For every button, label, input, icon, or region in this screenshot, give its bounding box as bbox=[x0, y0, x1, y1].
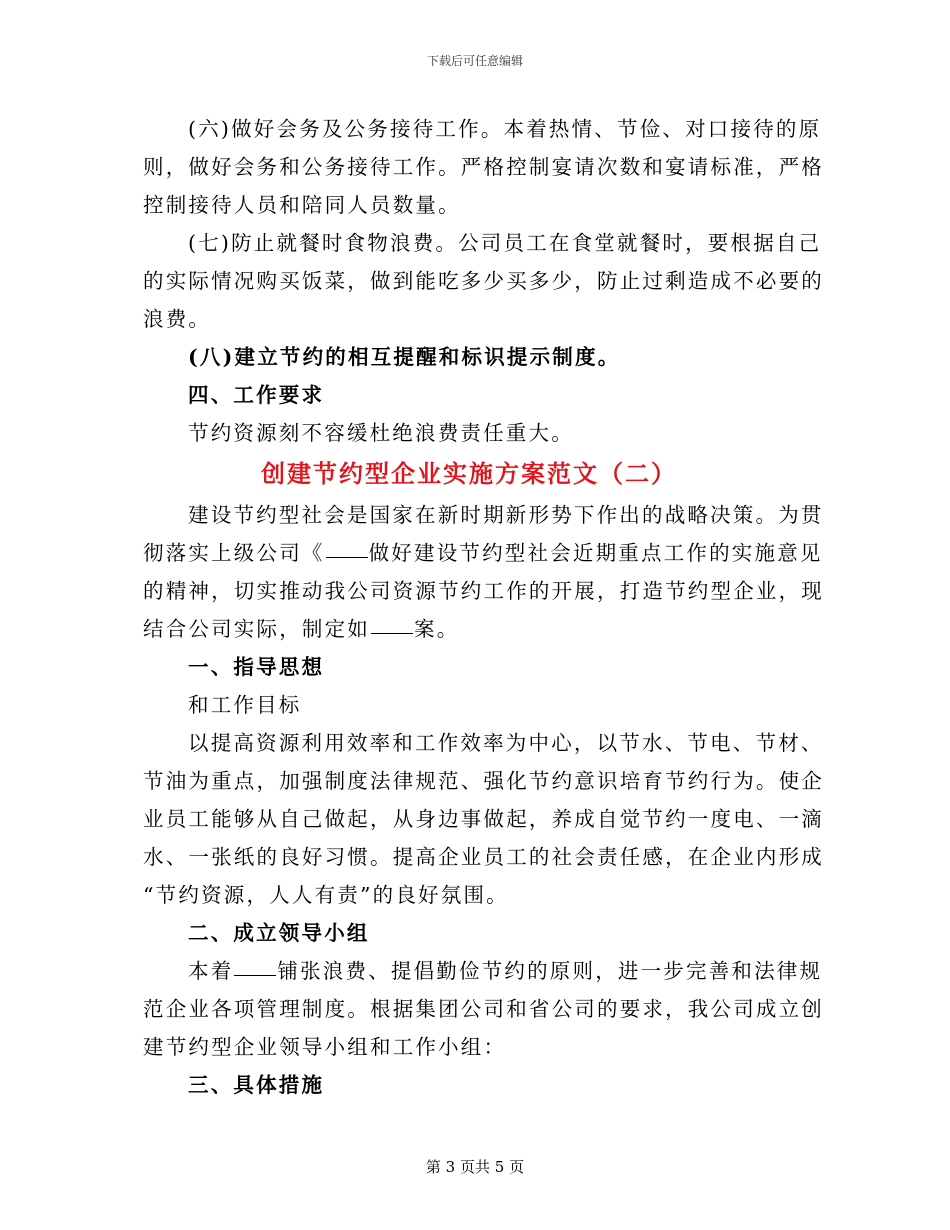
fill-blank bbox=[234, 974, 276, 976]
section-7-line-1: (七)防止就餐时食物浪费。公司员工在食堂就餐时，要根据自己 bbox=[188, 231, 822, 255]
section-7-line-2: 的实际情况购买饭菜，做到能吃多少买多少，防止过剩造成不必要的 bbox=[143, 269, 824, 293]
heading-guiding-ideology-sub: 和工作目标 bbox=[188, 693, 302, 717]
heading-work-requirements: 四、工作要求 bbox=[188, 383, 325, 407]
intro-line-2-part-2: 做好建设节约型社会近期重点工作的实施意见 bbox=[368, 541, 823, 565]
leader-line-3: 建节约型企业领导小组和工作小组： bbox=[143, 1035, 507, 1059]
fill-blank bbox=[326, 556, 368, 558]
section-6-line-3: 控制接待人员和陪同人员数量。 bbox=[143, 193, 461, 217]
document-body bbox=[143, 110, 824, 1104]
guide-line-4: 水、一张纸的良好习惯。提高企业员工的社会责任感，在企业内形成 bbox=[143, 845, 824, 869]
leader-line-1-part-2: 铺张浪费、提倡勤俭节约的原则，进一步完善和法律规 bbox=[277, 959, 823, 983]
page-header: 下载后可任意编辑 bbox=[426, 54, 523, 68]
heading-specific-measures: 三、具体措施 bbox=[188, 1073, 325, 1097]
guide-line-3: 业员工能够从自己做起，从身边事做起，养成自觉节约一度电、一滴 bbox=[143, 807, 824, 831]
intro-line-3: 的精神，切实推动我公司资源节约工作的开展，打造节约型企业，现 bbox=[143, 579, 824, 603]
heading-leadership-group: 二、成立领导小组 bbox=[188, 921, 370, 945]
leader-line-1 bbox=[143, 952, 823, 990]
intro-line-1: 建设节约型社会是国家在新时期新形势下作出的战略决策。为贯 bbox=[188, 503, 824, 527]
guide-line-1: 以提高资源利用效率和工作效率为中心，以节水、节电、节材、 bbox=[188, 731, 824, 755]
intro-line-4-part-1: 结合公司实际，制定如 bbox=[143, 617, 370, 641]
intro-line-4-part-2: 案。 bbox=[414, 617, 460, 641]
section-8-heading: (八)建立节约的相互提醒和标识提示制度。 bbox=[188, 345, 621, 369]
leader-line-1-part-1: 本着 bbox=[188, 959, 234, 983]
heading-guiding-ideology: 一、指导思想 bbox=[188, 655, 325, 679]
document-title: 创建节约型企业实施方案范文（二） bbox=[261, 460, 677, 488]
page-footer: 第 3 页共 5 页 bbox=[425, 1158, 525, 1176]
guide-line-2: 节油为重点，加强制度法律规范、强化节约意识培育节约行为。使企 bbox=[143, 769, 824, 793]
section-6-line-1: (六)做好会务及公务接待工作。本着热情、节俭、对口接待的原 bbox=[188, 117, 822, 141]
intro-line-2-part-1: 彻落实上级公司《 bbox=[143, 541, 325, 565]
section-7-line-3: 浪费。 bbox=[143, 307, 212, 331]
intro-line-2 bbox=[143, 534, 823, 572]
work-requirements-text: 节约资源刻不容缓杜绝浪费责任重大。 bbox=[188, 421, 574, 445]
intro-line-4 bbox=[143, 610, 795, 648]
guide-line-5: “节约资源，人人有责”的良好氛围。 bbox=[143, 883, 509, 907]
section-6-line-2: 则，做好会务和公务接待工作。严格控制宴请次数和宴请标准，严格 bbox=[143, 155, 824, 179]
fill-blank bbox=[371, 632, 413, 634]
leader-line-2: 范企业各项管理制度。根据集团公司和省公司的要求，我公司成立创 bbox=[143, 997, 824, 1021]
